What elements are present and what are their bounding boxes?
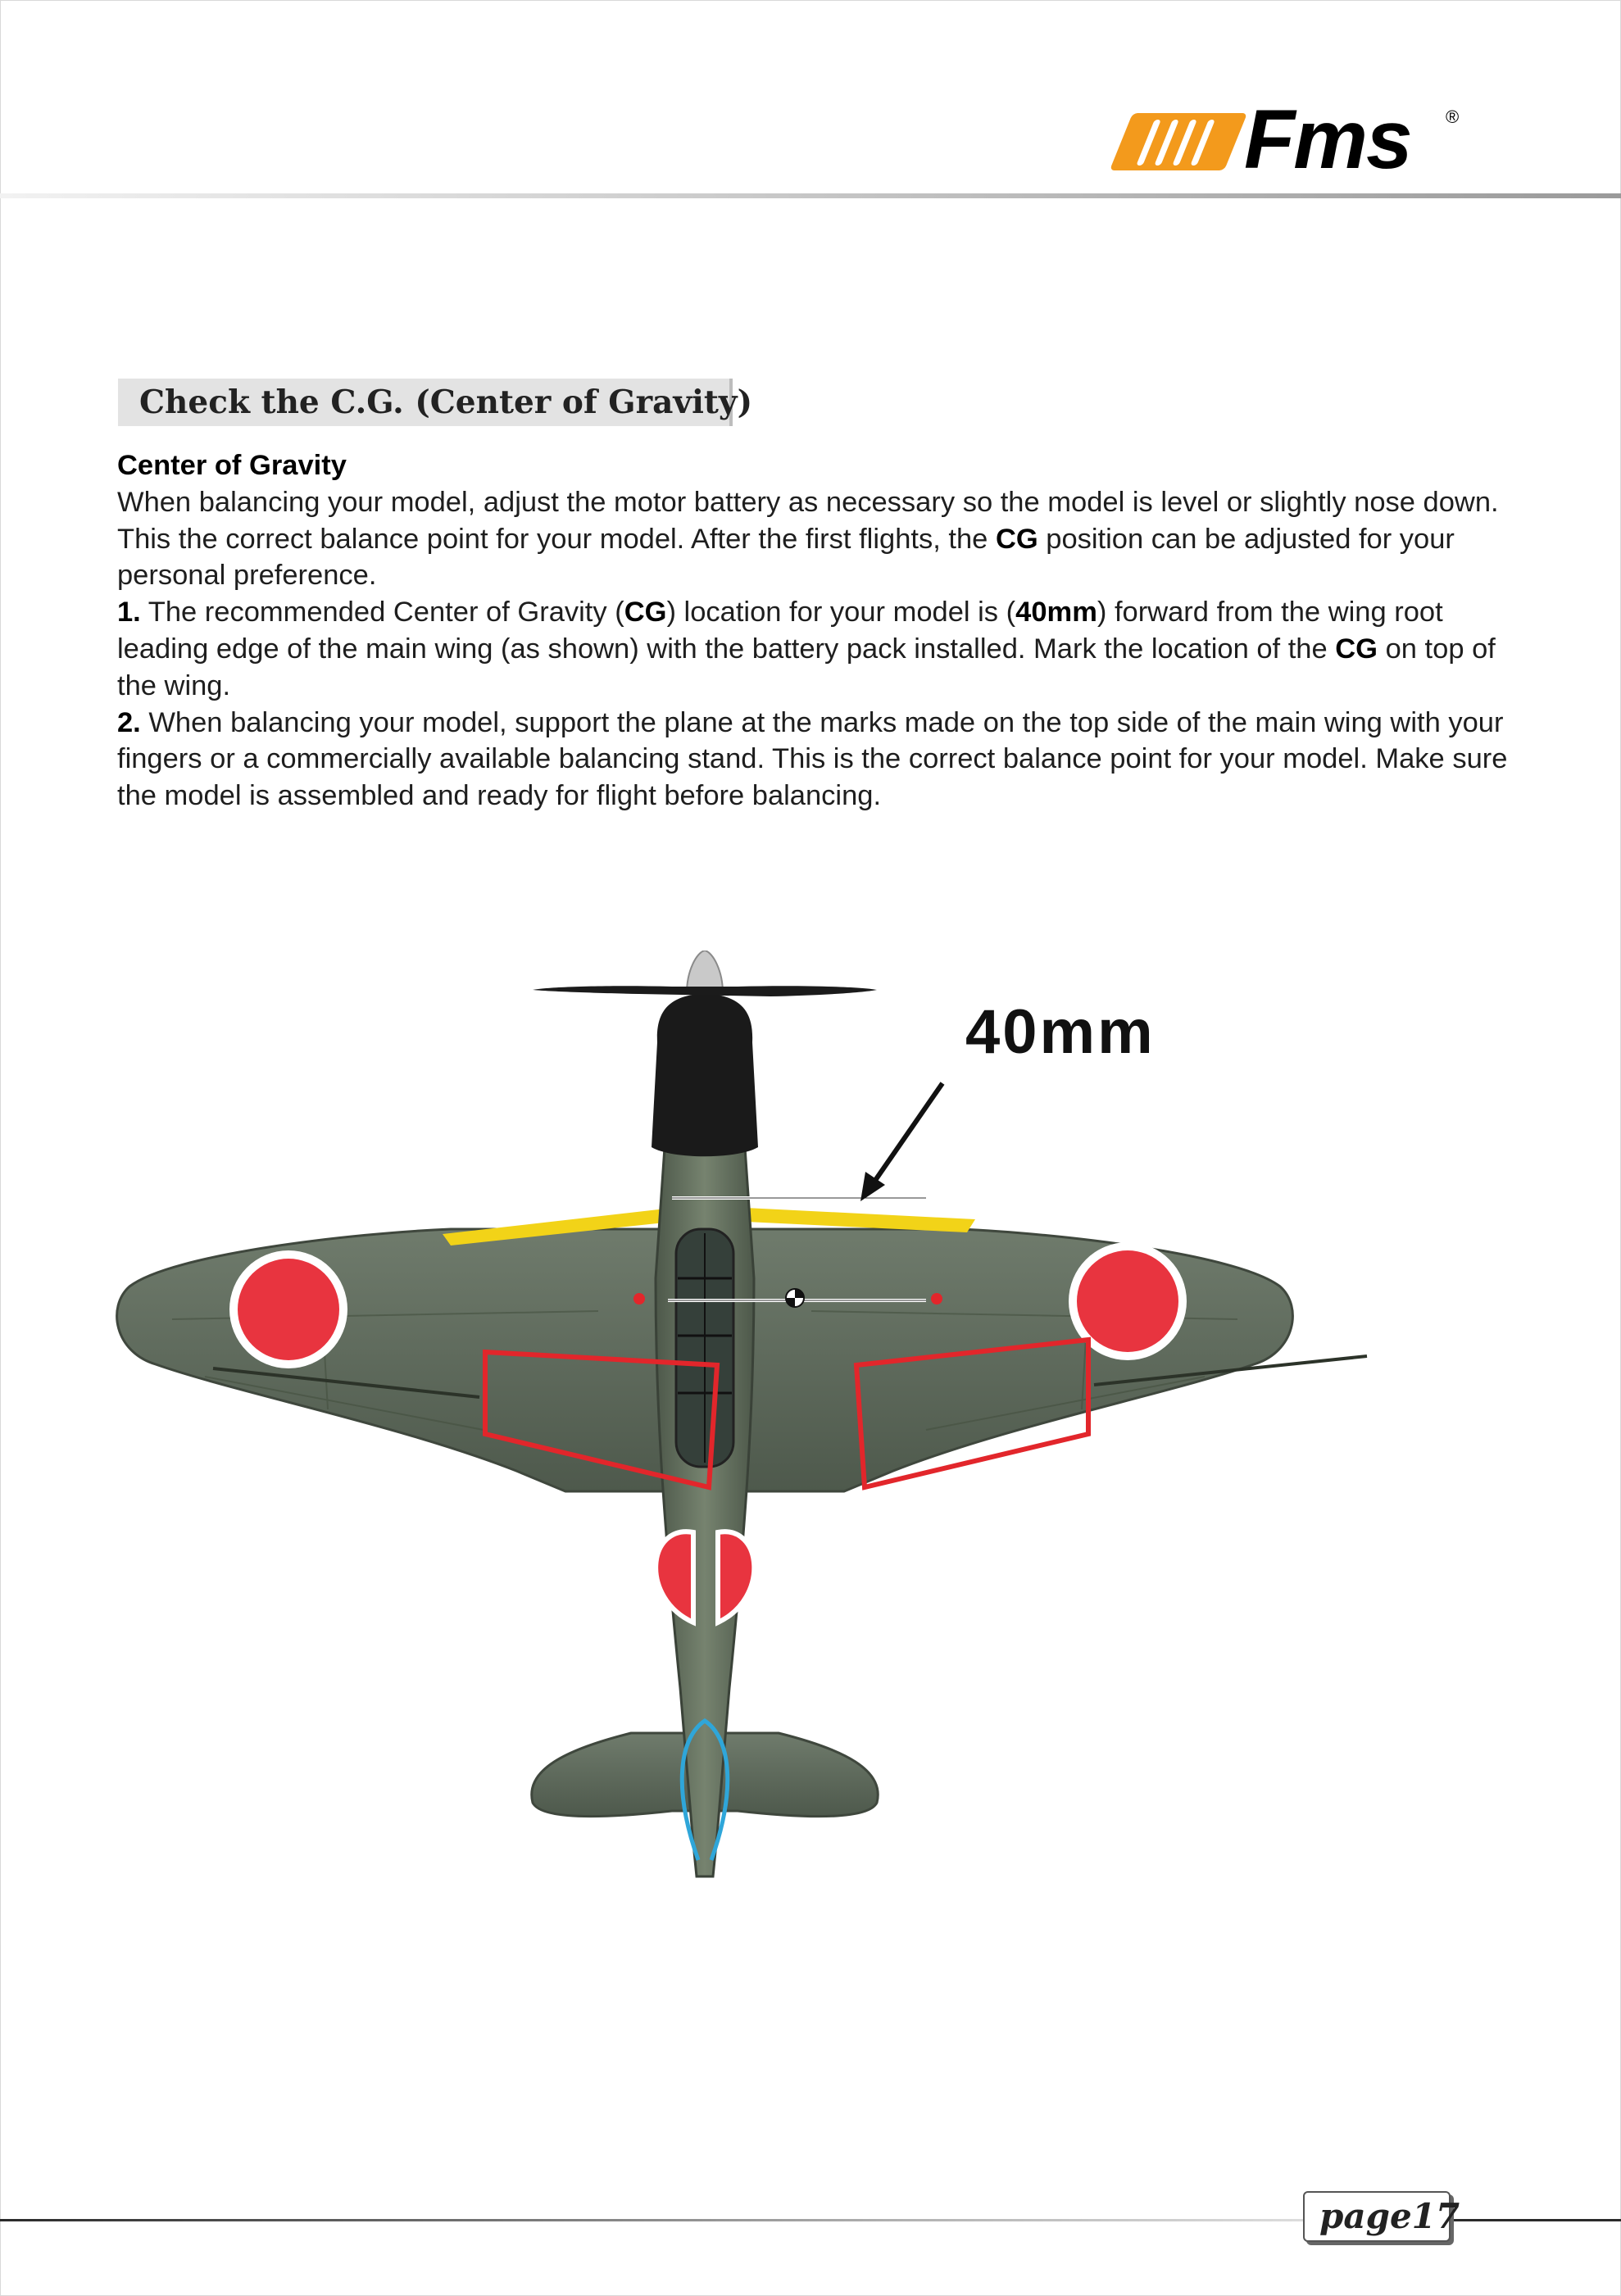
engine-cowling: [652, 993, 758, 1156]
step-1-text-d: on top of the wing.: [117, 633, 1496, 701]
step-1-text-a: The recommended Center of Gravity (: [140, 597, 624, 628]
propeller: [533, 986, 877, 996]
fms-logo-wordmark: Fms: [1244, 93, 1411, 186]
cg-mark-right: [931, 1293, 942, 1305]
step-1-number: 1.: [117, 597, 141, 628]
intro-cg-bold: CG: [995, 523, 1038, 555]
step-1-cg-bold-2: CG: [1335, 633, 1378, 665]
subheading: Center of Gravity: [117, 450, 347, 481]
registered-mark: ®: [1446, 107, 1460, 127]
callout-arrow: [869, 1083, 942, 1190]
step-1: [117, 594, 1510, 704]
footer-rule-left: [0, 2219, 1305, 2221]
roundel-fuselage-right: [718, 1531, 754, 1622]
cg-mark-left: [633, 1293, 645, 1305]
section-title: Check the C.G. (Center of Gravity): [139, 383, 753, 421]
fms-logo-mark: [1110, 113, 1247, 170]
section-heading-tab: [118, 379, 753, 426]
cg-symbol: [786, 1289, 804, 1307]
cg-distance-label: 40mm: [965, 997, 1156, 1067]
intro-text-end: position can be adjusted for your personal preference.: [117, 523, 1455, 592]
roundel-fuselage-left: [656, 1531, 693, 1622]
header-rule: [0, 193, 1621, 198]
page-number-badge: [1303, 2191, 1460, 2242]
canopy: [676, 1229, 733, 1467]
step-2-number: 2.: [117, 706, 141, 738]
step-2: [117, 705, 1510, 814]
aircraft-cg-illustration: [107, 951, 1500, 1983]
intro-text: When balancing your model, adjust the motor battery as necessary so the model is level or slightly nose down. This the correct balance point for your model. After the first flights, the: [117, 486, 1499, 555]
page-number: page17: [1319, 2196, 1460, 2236]
step-1-text-c: ) forward from the wing root leading edge of the main wing (as shown) with the battery pack installed. Mark the location of the: [117, 597, 1443, 665]
step-1-text-b: ) location for your model is (: [666, 597, 1016, 628]
step-1-distance-bold: 40mm: [1015, 597, 1097, 628]
step-1-cg-bold: CG: [624, 597, 667, 628]
intro-paragraph: [117, 484, 1510, 594]
fms-logo: [1121, 93, 1465, 186]
step-2-text: When balancing your model, support the plane at the marks made on the top side of the main wing with your fingers or a commercially available balancing stand. This is the correct balance point for your model. Make sure the model is assembled and ready for flight before balancing.: [117, 706, 1508, 812]
footer-rule-right: [1451, 2219, 1621, 2221]
instructions-body: [117, 447, 1510, 814]
